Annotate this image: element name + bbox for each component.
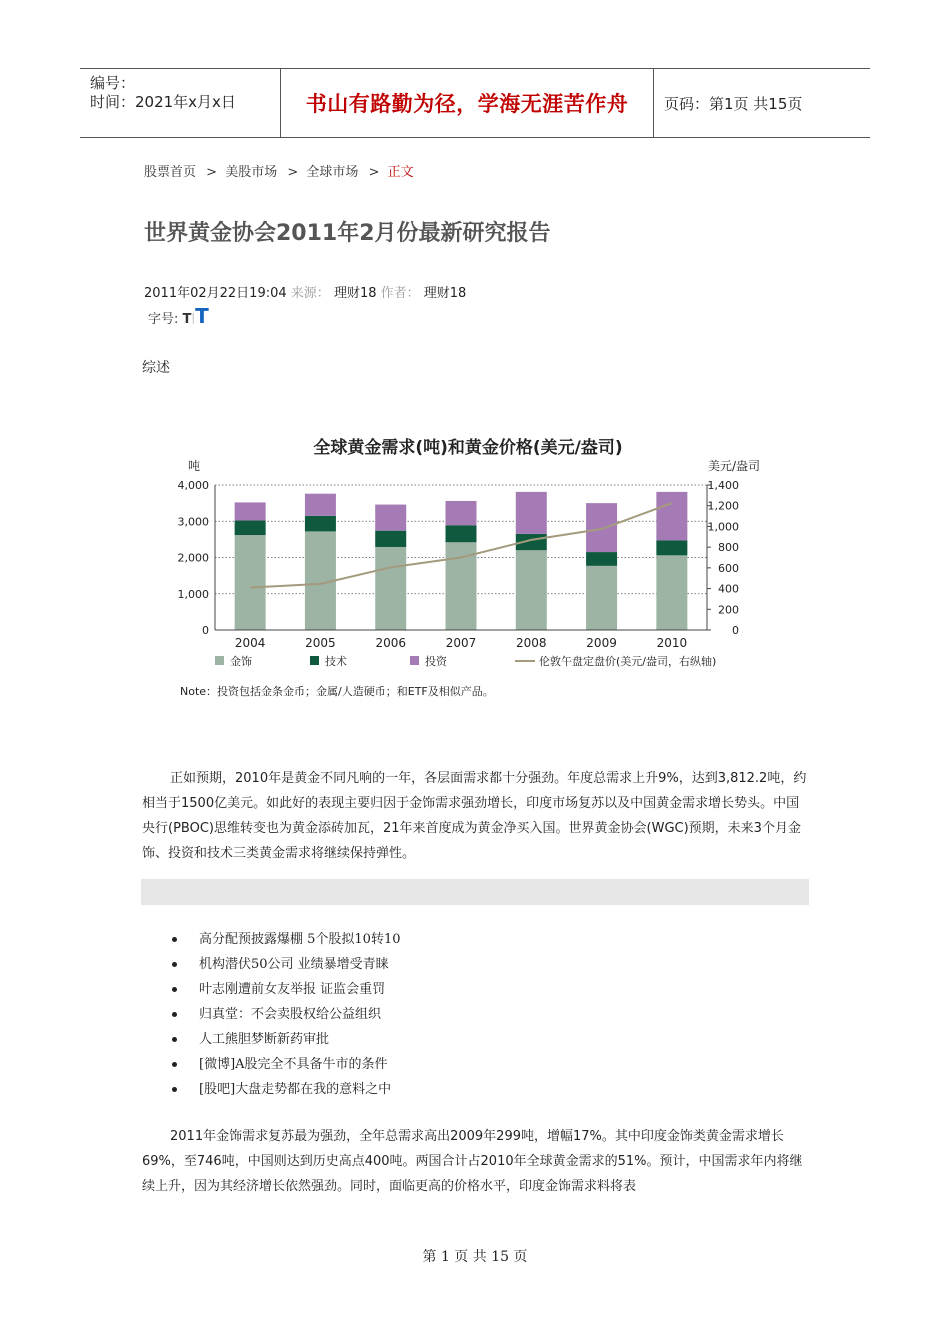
y2-tick-label: 1,200 [707,499,739,513]
breadcrumb-item-us-stocks[interactable]: 美股市场 [225,165,278,180]
bullet-icon [172,937,177,942]
chart-note: Note：投资包括金条金币；金属/人造硬币；和ETF及相似产品。 [180,685,494,698]
chart-title: 全球黄金需求(吨)和黄金价格(美元/盎司) [313,438,623,458]
news-link[interactable]: 机构潜伏50公司 业绩暴增受青睐 [199,957,389,972]
y2-tick-label: 1,400 [707,479,739,492]
legend-label: 技术 [325,655,347,668]
time-label: 时间：2021年x月x日 [90,93,236,111]
news-link[interactable]: 人工熊胆梦断新药审批 [199,1032,330,1047]
bar-segment [375,531,406,547]
x-tick-label: 2008 [516,636,547,650]
bar-segment [305,494,336,516]
bullet-icon [172,1087,177,1092]
page-title: 世界黄金协会2011年2月份最新研究报告 [144,221,551,246]
number-label: 编号： [90,74,136,92]
source-label: 来源： [290,286,330,301]
article-date: 2011年02月22日19:04 [144,286,287,301]
x-tick-label: 2004 [234,636,266,650]
news-link[interactable]: 归真堂：不会卖股权给公益组织 [199,1007,382,1022]
list-item[interactable] [170,1002,401,1027]
article-author: 理财18 [423,286,467,301]
bar-segment [516,550,547,630]
y-tick-label: 0 [202,624,209,637]
separator-bar [141,879,809,905]
bar-segment [375,505,406,531]
legend-label: 金饰 [230,655,252,668]
y-tick-label: 3,000 [177,515,209,529]
breadcrumb-separator: > [368,165,380,180]
legend-swatch [310,656,319,665]
article-meta [144,282,466,301]
breadcrumb-separator: > [206,165,218,180]
news-link[interactable]: [股吧]大盘走势都在我的意料之中 [199,1082,392,1097]
font-small-button[interactable]: T [182,312,192,327]
bullet-icon [172,1037,177,1042]
x-tick-label: 2010 [656,636,688,650]
font-divider: | [191,311,196,324]
paragraph-text: 正如预期，2010年是黄金不同凡响的一年，各层面需求都十分强劲。年度总需求上升9%，达到3,812.2吨，约相当于1500亿美元。如此好的表现主要归因于金饰需求强劲增长，印度市场复苏以及中国黄金需求增长势头。中国央行(PBOC)思维转变也为黄金添砖加瓦，21年来首度成为黄金净买入国。世界黄金协会(WGC)预期，未来3个月金饰、投资和技术三类黄金需求将继续保持弹性。 [142,771,807,861]
related-news-list [170,927,401,1102]
bar-segment [305,516,336,532]
news-link[interactable]: [微博]A股完全不具备牛市的条件 [199,1057,388,1072]
legend-label: 投资 [425,655,447,668]
legend-label: 伦敦午盘定盘价(美元/盎司，右纵轴) [539,655,717,668]
news-link[interactable]: 高分配预披露爆棚 5个股拟10转10 [199,932,401,947]
breadcrumb-item-global[interactable]: 全球市场 [306,165,359,180]
chart-bars [235,492,688,630]
header-info-cell [80,69,281,137]
x-tick-label: 2005 [305,636,336,650]
page-code: 页码：第1页 共15页 [664,94,803,113]
y-tick-label: 4,000 [177,479,209,492]
list-item[interactable] [170,927,401,952]
x-tick-label: 2007 [445,636,477,650]
y2-tick-label: 400 [718,582,739,596]
chart-ylabel-right: 美元/盎司 [708,459,761,473]
legend-swatch [215,656,224,665]
news-link[interactable]: 叶志刚遭前女友举报 证监会重罚 [199,982,386,997]
article-source: 理财18 [333,286,377,301]
bullet-icon [172,1062,177,1067]
font-size-control [148,304,209,328]
y2-tick-label: 0 [732,624,739,637]
header-motto-cell [281,69,654,137]
bullet-icon [172,987,177,992]
y2-tick-label: 1,000 [707,520,739,534]
chart-ylabel-left: 吨 [188,459,201,473]
bullet-icon [172,1012,177,1017]
list-item[interactable] [170,1027,401,1052]
gold-demand-chart [170,425,770,710]
font-large-button[interactable]: T [195,304,209,328]
list-item[interactable] [170,1052,401,1077]
document-header [80,68,870,138]
paragraph-text: 2011年金饰需求复苏最为强劲，全年总需求高出2009年299吨，增幅17%。其中印度金饰类黄金需求增长69%，至746吨，中国则达到历史高点400吨。两国合计占2010年全球黄金需求的51%。预计，中国需求年内将继续上升，因为其经济增长依然强劲。同时，面临更高的价格水平，印度金饰需求料将表 [142,1129,803,1194]
bar-segment [375,547,406,630]
y-tick-label: 2,000 [177,551,209,565]
bar-segment [516,492,547,534]
bar-segment [235,535,266,630]
motto: 书山有路勤为径，学海无涯苦作舟 [305,91,629,116]
legend-swatch [410,656,419,665]
author-label: 作者： [380,286,420,301]
breadcrumb-separator: > [287,165,299,180]
list-item[interactable] [170,952,401,977]
section-heading: 综述 [142,360,170,376]
y2-tick-label: 800 [718,541,739,555]
bar-segment [656,555,687,630]
breadcrumb [144,161,418,180]
y-tick-label: 1,000 [177,587,209,601]
bar-segment [446,525,477,542]
bar-segment [235,521,266,536]
bar-segment [656,492,687,541]
header-page-cell [654,69,870,137]
list-item[interactable] [170,1077,401,1102]
x-tick-label: 2006 [375,636,406,650]
breadcrumb-current: 正文 [387,165,414,180]
bar-segment [656,540,687,555]
list-item[interactable] [170,977,401,1002]
bar-segment [446,501,477,525]
x-tick-label: 2009 [586,636,617,650]
page-footer: 第 1 页 共 15 页 [422,1249,528,1265]
y2-tick-label: 600 [718,561,739,575]
bullet-icon [172,962,177,967]
breadcrumb-item-home[interactable]: 股票首页 [144,165,197,180]
chart-legend [215,654,716,668]
bar-segment [586,503,617,552]
bar-segment [235,502,266,520]
bar-segment [586,566,617,630]
font-size-label: 字号: [148,312,179,327]
y2-tick-label: 200 [718,603,739,617]
article-paragraph-2 [142,1124,810,1199]
bar-segment [586,552,617,566]
article-paragraph-1 [142,766,810,866]
